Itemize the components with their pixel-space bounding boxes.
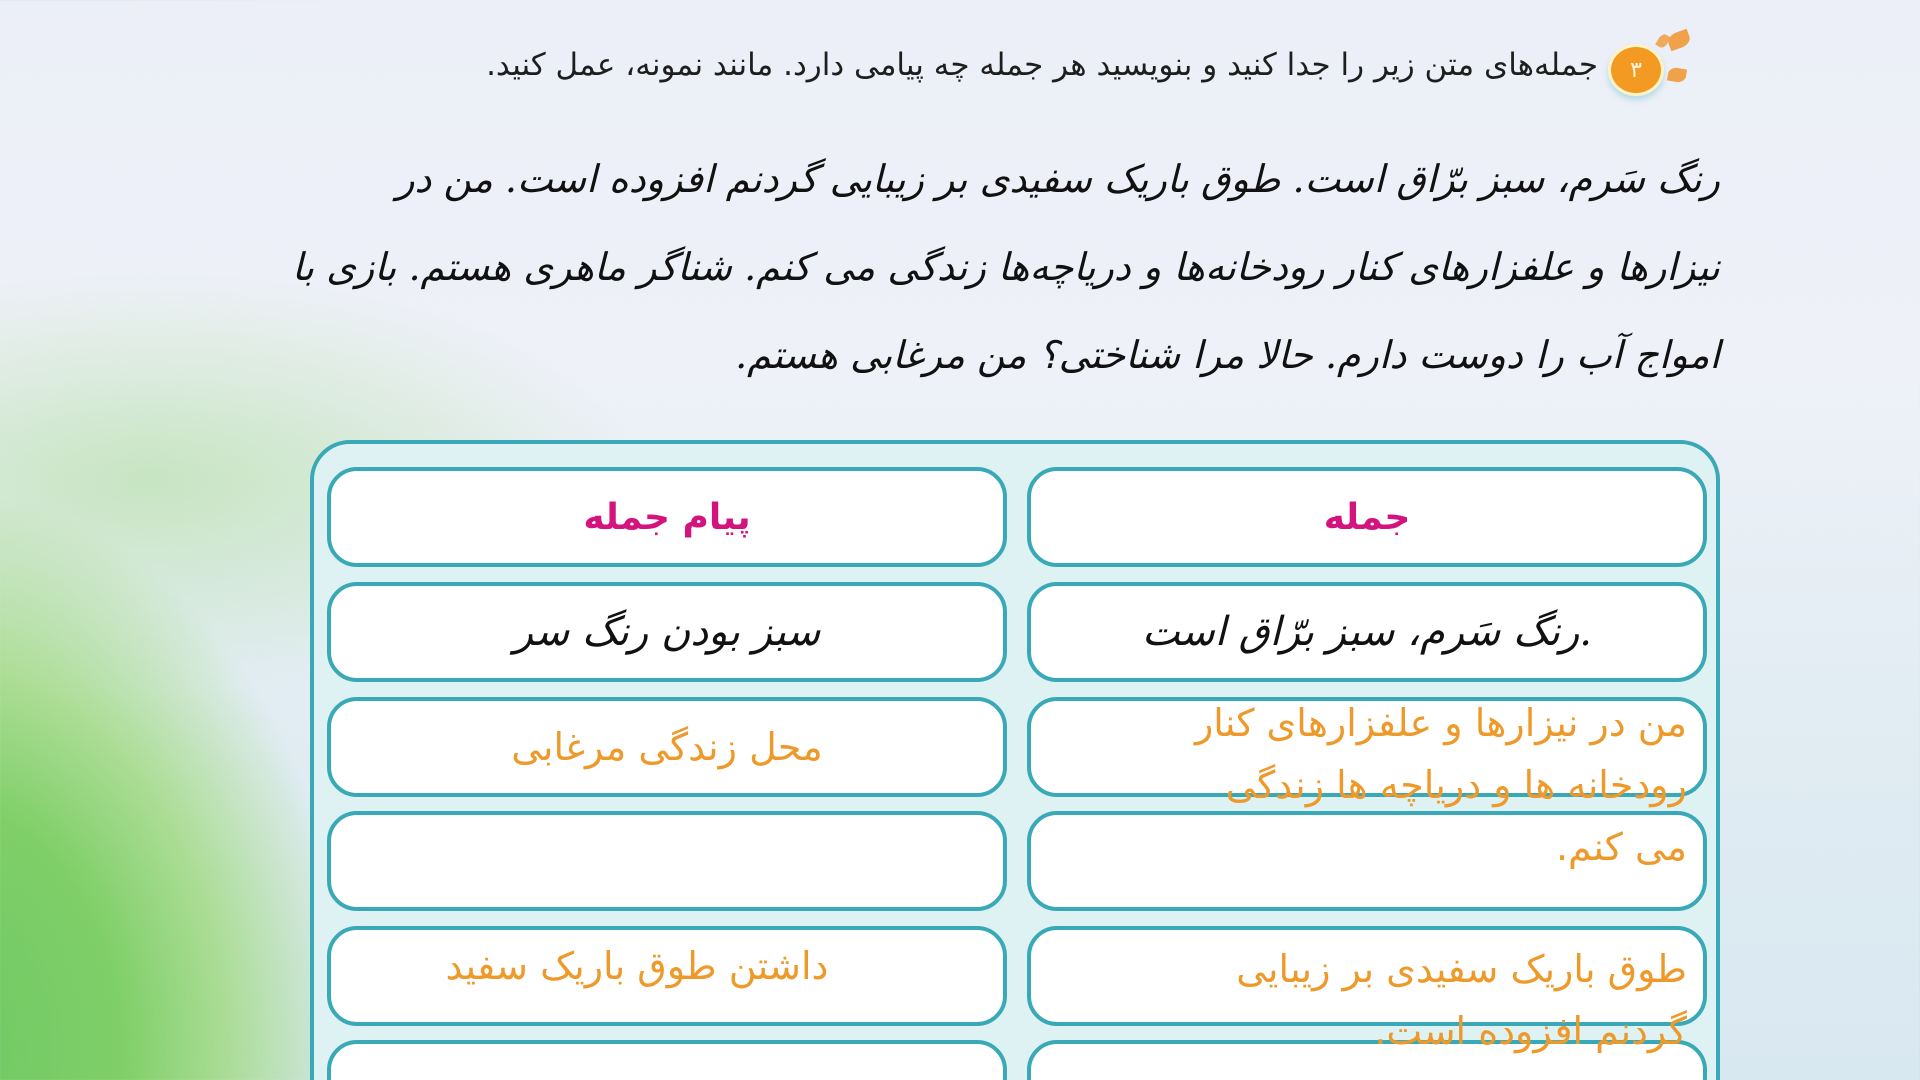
header-sentence: جمله — [1323, 496, 1411, 538]
exercise-number: ۳ — [1608, 44, 1664, 96]
example-sentence-cell[interactable] — [1027, 582, 1707, 682]
passage-line: نیزارها و علفزارهای کنار رودخانه‌ها و دریاچه‌ها زندگی می کنم. شناگر ماهری هستم. بازی با — [291, 245, 1720, 289]
passage-line: رنگ سَرم، سبز برّاق است. طوق باریک سفیدی بر زیبایی گردنم افزوده است. من در — [396, 157, 1720, 201]
instruction-text: جمله‌های متن زیر را جدا کنید و بنویسید هر جمله چه پیامی دارد. مانند نمونه، عمل کنید. — [486, 47, 1598, 83]
message-cell-4[interactable] — [327, 1040, 1007, 1080]
header-sentence-cell — [1027, 467, 1707, 567]
answer-sentence-2: طوق باریک سفیدی بر زیبایی گردنم افزوده است. — [1236, 947, 1687, 1053]
leaf-icon — [1666, 29, 1692, 52]
passage — [291, 135, 1720, 399]
leaf-icon — [1667, 67, 1687, 84]
exercise-number-badge — [1610, 30, 1690, 100]
message-cell-1[interactable] — [327, 697, 1007, 797]
leaf-icon — [1655, 32, 1671, 49]
example-message: سبز بودن رنگ سر — [513, 609, 821, 655]
answer-message-1: محل زندگی مرغابی — [511, 725, 823, 769]
answer-message-2: داشتن طوق باریک سفید — [445, 944, 829, 988]
exercise-instruction — [486, 30, 1690, 100]
answer-sentence-1: من در نیزارها و علفزارهای کنار رودخانه ها و دریاچه ها زندگی می کنم. — [1194, 701, 1687, 869]
example-message-cell[interactable] — [327, 582, 1007, 682]
message-cell-3[interactable] — [327, 926, 1007, 1026]
example-sentence: رنگ سَرم، سبز برّاق است. — [1141, 609, 1592, 655]
header-message: پیام جمله — [583, 496, 751, 538]
passage-line: امواج آب را دوست دارم. حالا مرا شناختی؟ من مرغابی هستم. — [735, 333, 1720, 377]
message-cell-2[interactable] — [327, 811, 1007, 911]
header-message-cell — [327, 467, 1007, 567]
